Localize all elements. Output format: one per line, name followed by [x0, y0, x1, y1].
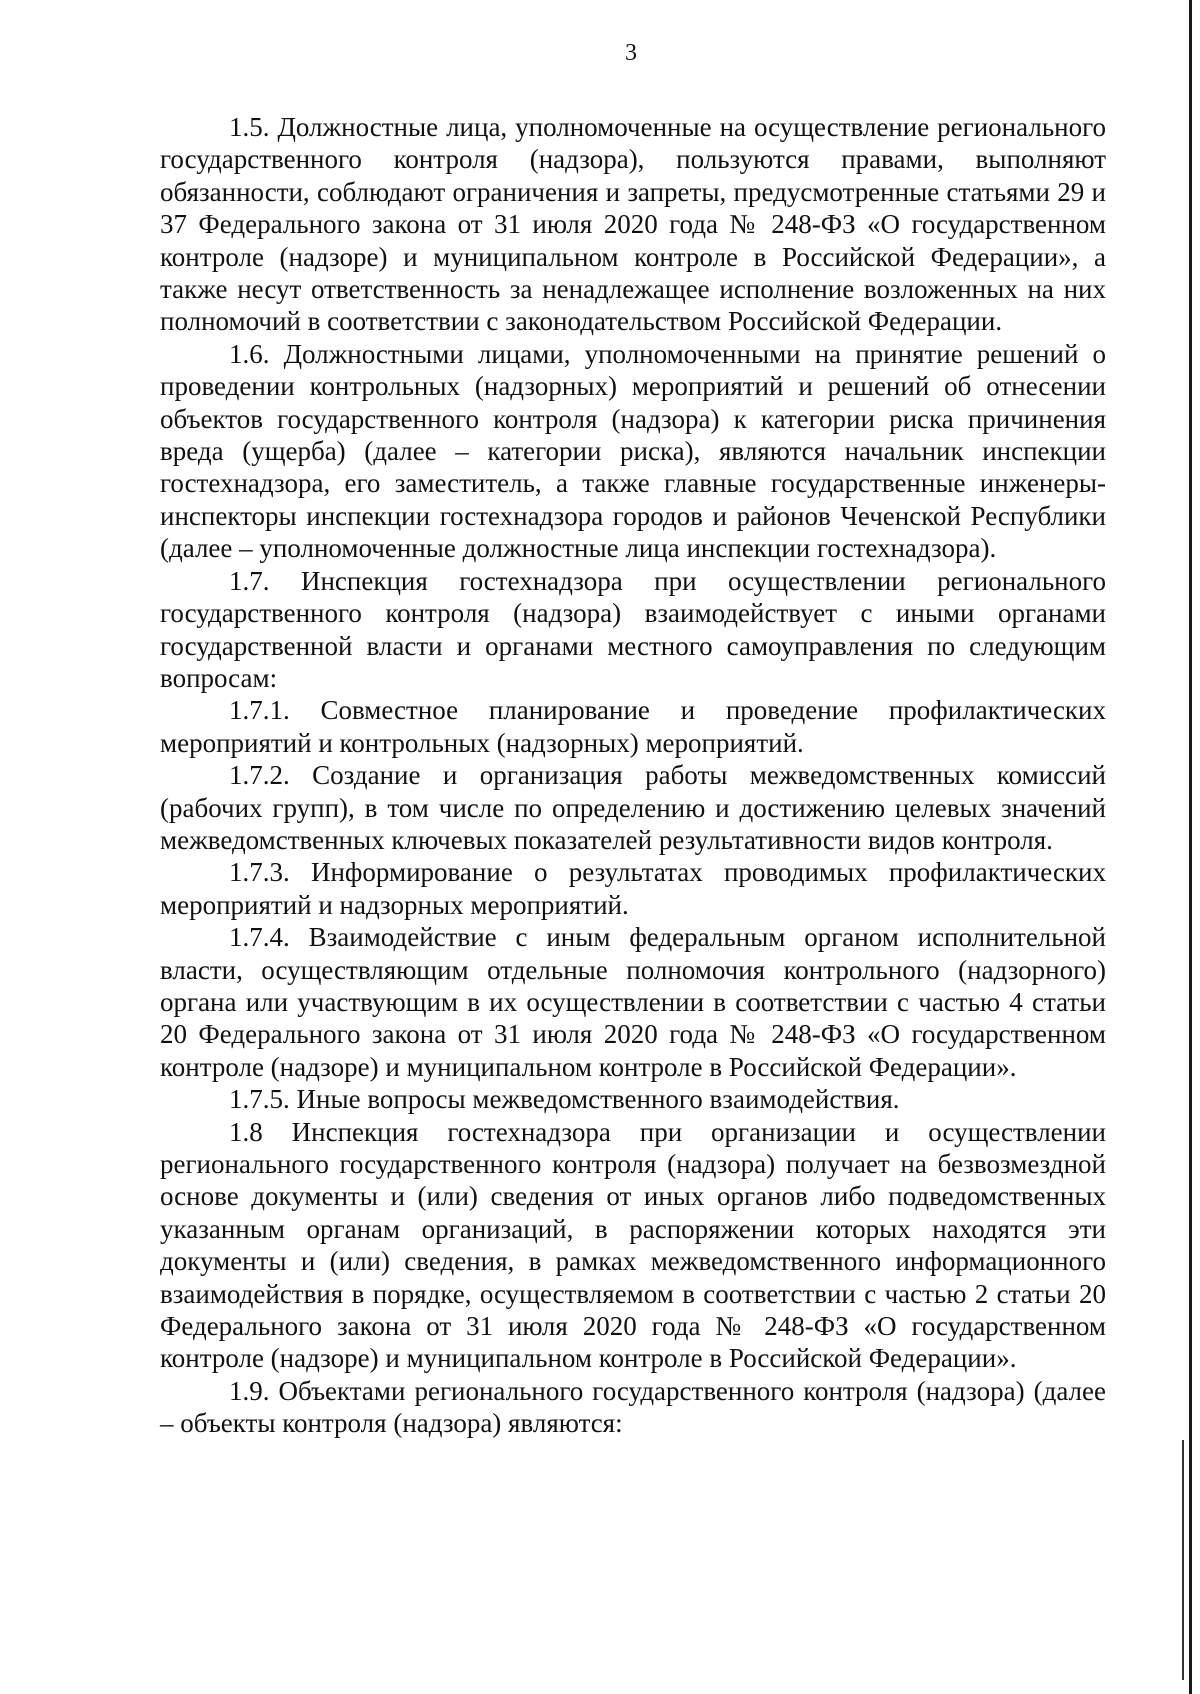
scan-border-line	[1189, 0, 1192, 1694]
paragraph-1-6: 1.6. Должностными лицами, уполномоченными на принятие решений о проведении контрольных (надзорных) мероприятий и решений об отнесении объектов государственного контроля (надзора) к категории риска причинения вреда (ущерба) (далее – категории риска), являются начальник инспекции гостехнадзора, его заместитель, а также главные государственные инженеры-инспекторы инспекции гостехнадзора городов и районов Чеченской Республики (далее – уполномоченные должностные лица инспекции гостехнадзора).	[160, 338, 1106, 564]
paragraph-1-7: 1.7. Инспекция гостехнадзора при осуществлении регионального государственного контроля (надзора) взаимодействует с иными органами государственной власти и органами местного самоуправления по следующим вопросам:	[160, 565, 1106, 693]
paragraph-1-7-5: 1.7.5. Иные вопросы межведомственного взаимодействия.	[229, 1084, 900, 1115]
paragraph-1-7-4: 1.7.4. Взаимодействие с иным федеральным органом исполнительной власти, осуществляющим отдельные полномочия контрольного (надзорного) органа или участвующим в их осуществлении в соответствии с частью 4 статьи 20 Федерального закона от 31 июля 2020 года № 248-ФЗ «О государственном контроле (надзоре) и муниципальном контроле в Российской Федерации».	[160, 922, 1106, 1082]
paragraph-1-7-2: 1.7.2. Создание и организация работы межведомственных комиссий (рабочих групп), в том числе по определению и достижению целевых значений межведомственных ключевых показателей результативности видов контроля.	[160, 760, 1106, 855]
paragraph-1-7-1: 1.7.1. Совместное планирование и проведение профилактических мероприятий и контрольных (надзорных) мероприятий.	[160, 695, 1106, 758]
paragraph-1-5: 1.5. Должностные лица, уполномоченные на осуществление регионального государственного контроля (надзора), пользуются правами, выполняют обязанности, соблюдают ограничения и запреты, предусмотренные статьями 29 и 37 Федерального закона от 31 июля 2020 года № 248-ФЗ «О государственном контроле (надзоре) и муниципальном контроле в Российской Федерации», а также несут ответственность за ненадлежащее исполнение возложенных на них полномочий в соответствии с законодательством Российской Федерации.	[160, 112, 1106, 337]
page-number: 3	[625, 40, 637, 66]
scan-border-mark	[1182, 1440, 1184, 1680]
document-body	[160, 111, 1106, 1440]
paragraph-1-7-3: 1.7.3. Информирование о результатах проводимых профилактических мероприятий и надзорных мероприятий.	[160, 857, 1106, 920]
paragraph-1-9: 1.9. Объектами регионального государственного контроля (надзора) (далее – объекты контроля (надзора) являются:	[160, 1375, 1106, 1439]
paragraph-1-8: 1.8 Инспекция гостехнадзора при организации и осуществлении регионального государственного контроля (надзора) получает на безвозмездной основе документы и (или) сведения от иных органов либо подведомственных указанным органам организаций, в распоряжении которых находятся эти документы и (или) сведения, в рамках межведомственного информационного взаимодействия в порядке, осуществляемом в соответствии с частью 2 статьи 20 Федерального закона от 31 июля 2020 года № 248-ФЗ «О государственном контроле (надзоре) и муниципальном контроле в Российской Федерации».	[160, 1116, 1106, 1374]
